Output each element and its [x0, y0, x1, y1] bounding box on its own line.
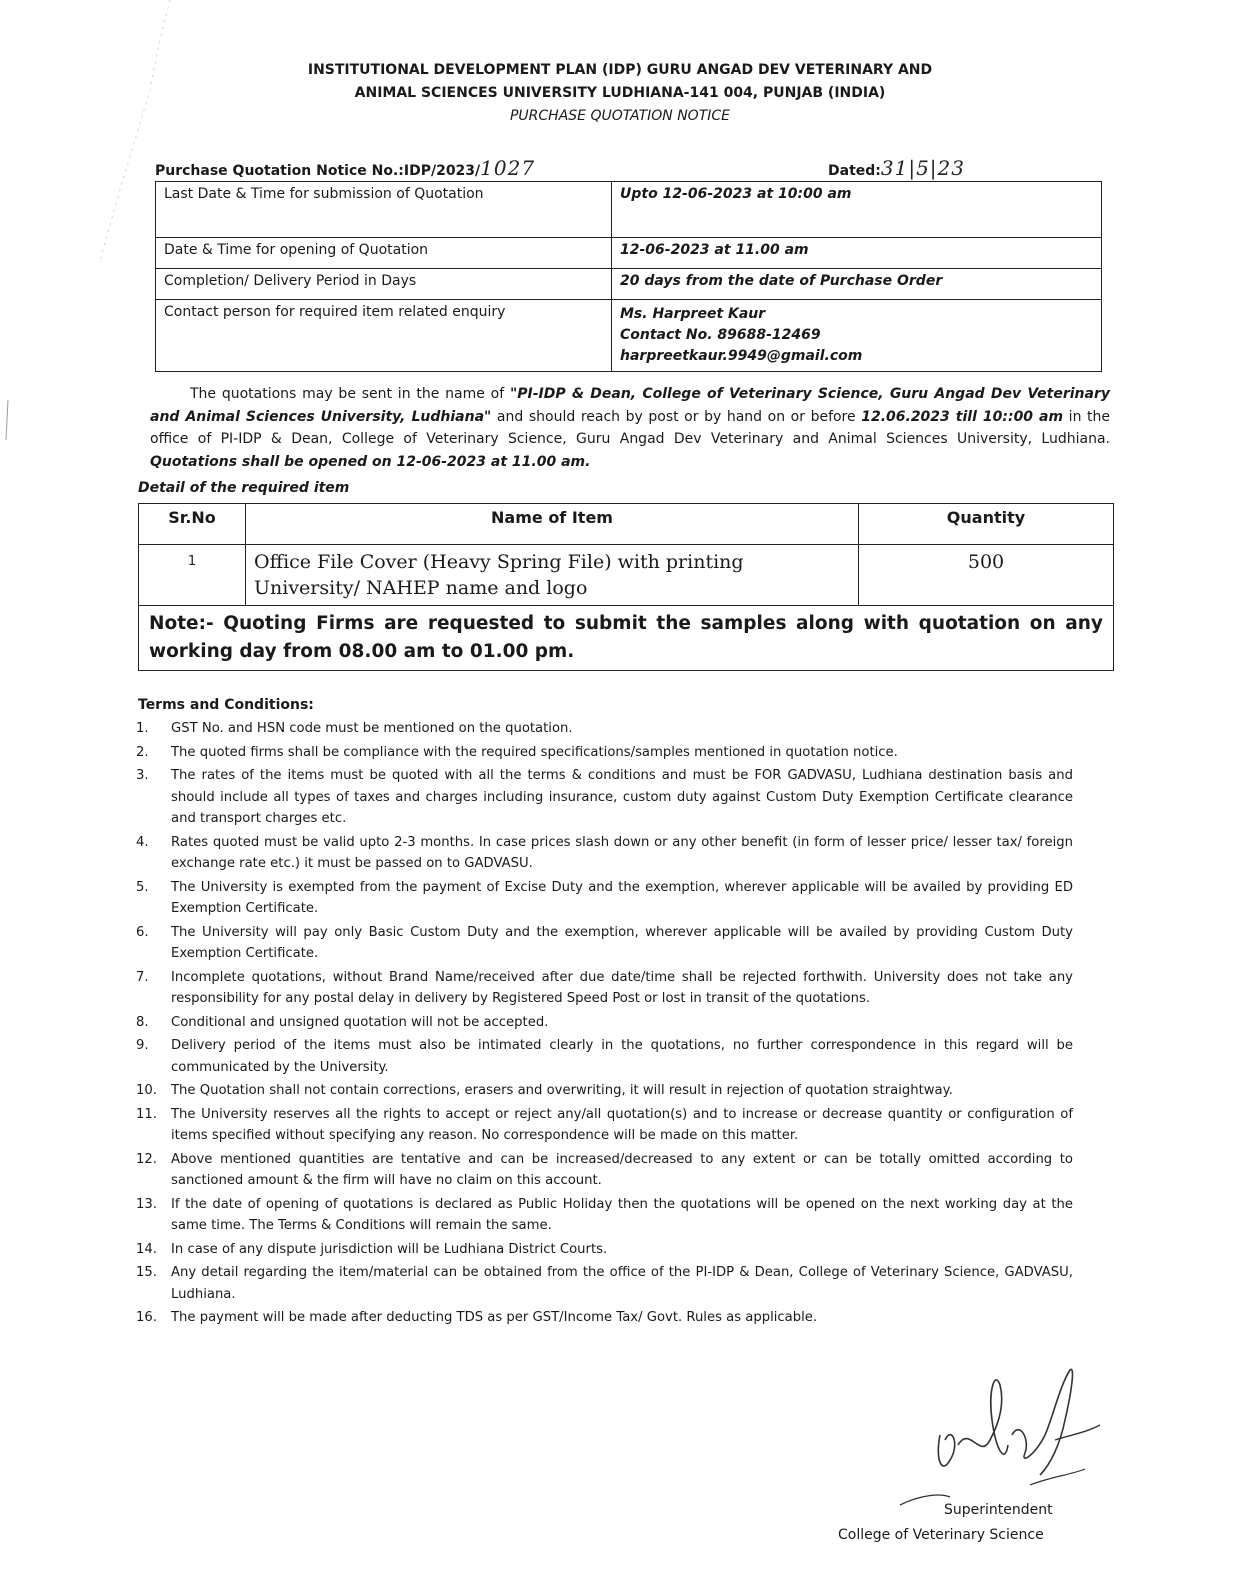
para-text: in the office of PI-IDP & Dean, College of Veterinary Science, Guru Angad Dev Veterinary and Animal Sciences University, Ludhiana. [150, 408, 1110, 447]
signatory-designation: Superintendent [944, 1502, 1053, 1518]
items-table [138, 503, 1114, 671]
header-item-name: Name of Item [246, 504, 859, 545]
terms-title: Terms and Conditions: [138, 697, 314, 713]
notice-number-label: Purchase Quotation Notice No.:IDP/2023/ [155, 163, 481, 179]
term-number: 12. [136, 1151, 157, 1167]
term-text: The Quotation shall not contain corrections, erasers and overwriting, it will result in rejection of quotation straightway. [171, 1083, 953, 1098]
list-item [133, 765, 1073, 830]
notice-date-handwritten: 31|5|23 [880, 156, 965, 180]
info-row [156, 300, 1102, 372]
notice-number [155, 156, 535, 180]
info-value: 12-06-2023 at 11.00 am [612, 238, 1102, 269]
list-item [133, 742, 1073, 764]
items-header-row [139, 504, 1114, 545]
term-text: Incomplete quotations, without Brand Name/received after due date/time shall be rejected forthwith. University does not take any responsibility for any postal delay in delivery by Registered Speed Post or lost in transit of the quotations. [171, 969, 1073, 1006]
term-number: 15. [136, 1265, 157, 1280]
para-deadline: 12.06.2023 till 10::00 am [861, 408, 1064, 425]
term-text: The rates of the items must be quoted with all the terms & conditions and must be FOR GADVASU, Ludhiana destination basis and should include all types of taxes and charges including insurance, custom duty against Custom Duty Exemption Certificate clearance and transport charges etc. [171, 768, 1073, 826]
detail-title: Detail of the required item [138, 480, 350, 496]
info-row [156, 182, 1102, 238]
notice-date-label: Dated: [828, 163, 881, 179]
table-row [139, 545, 1114, 606]
signatory-office: College of Veterinary Science [838, 1527, 1044, 1543]
list-item [133, 832, 1073, 875]
submission-paragraph [150, 383, 1110, 473]
header-sr-no: Sr.No [139, 504, 246, 545]
contact-phone: Contact No. 89688-12469 [620, 327, 821, 343]
info-row [156, 269, 1102, 300]
list-item [133, 1104, 1073, 1147]
handwritten-signature [880, 1365, 1120, 1515]
item-quantity: 500 [859, 545, 1114, 606]
para-text: The quotations may be sent in the name of [190, 386, 510, 402]
header-line-1: INSTITUTIONAL DEVELOPMENT PLAN (IDP) GURU ANGAD DEV VETERINARY AND [307, 62, 933, 78]
header-quantity: Quantity [859, 504, 1114, 545]
term-text: GST No. and HSN code must be mentioned on the quotation. [171, 721, 573, 736]
term-number: 13. [136, 1196, 157, 1212]
term-number: 14. [136, 1241, 157, 1257]
term-text: The University is exempted from the payment of Excise Duty and the exemption, wherever applicable will be availed by providing ED Exemption Certificate. [171, 879, 1073, 916]
term-text: If the date of opening of quotations is declared as Public Holiday then the quotations will be opened on the next working day at the same time. The Terms & Conditions will remain the same. [171, 1196, 1073, 1233]
list-item [133, 1012, 1073, 1034]
term-text: The University will pay only Basic Custom Duty and the exemption, wherever applicable will be availed by providing Custom Duty Exemption Certificate. [171, 924, 1073, 961]
term-number: 16. [136, 1310, 157, 1325]
header-notice-title: PURCHASE QUOTATION NOTICE [509, 108, 730, 124]
term-number: 4. [136, 834, 149, 850]
list-item [133, 877, 1073, 920]
list-item [133, 1239, 1073, 1261]
contact-email: harpreetkaur.9949@gmail.com [620, 348, 863, 364]
samples-note: Note:- Quoting Firms are requested to submit the samples along with quotation on any working day from 08.00 am to 01.00 pm. [139, 606, 1114, 671]
note-row [139, 606, 1114, 671]
term-number: 3. [136, 768, 149, 783]
list-item [133, 1035, 1073, 1078]
term-number: 9. [136, 1038, 149, 1053]
term-text: Above mentioned quantities are tentative and can be increased/decreased to any extent or can be totally omitted according to sanctioned amount & the firm will have no claim on this account. [171, 1151, 1073, 1188]
term-number: 11. [136, 1106, 157, 1122]
term-number: 6. [136, 924, 149, 940]
term-number: 5. [136, 879, 149, 895]
para-text: and should reach by post or by hand on or before [491, 408, 862, 425]
list-item [133, 1307, 1073, 1329]
term-text: Delivery period of the items must also be intimated clearly in the quotations, no further correspondence in this regard will be communicated by the University. [171, 1038, 1073, 1075]
term-number: 10. [136, 1083, 157, 1098]
para-opening: Quotations shall be opened on 12-06-2023 at 11.00 am. [150, 453, 591, 470]
info-value: Upto 12-06-2023 at 10:00 am [612, 182, 1102, 238]
list-item [133, 967, 1073, 1010]
list-item [133, 922, 1073, 965]
info-key: Contact person for required item related enquiry [156, 300, 612, 372]
list-item [133, 1194, 1073, 1237]
contact-details [612, 300, 1102, 372]
term-text: In case of any dispute jurisdiction will be Ludhiana District Courts. [171, 1241, 608, 1257]
term-text: Any detail regarding the item/material can be obtained from the office of the PI-IDP & Dean, College of Veterinary Science, GADVASU, Ludhiana. [171, 1265, 1073, 1302]
term-text: The payment will be made after deducting TDS as per GST/Income Tax/ Govt. Rules as applicable. [171, 1310, 818, 1325]
para-addressee: "PI-IDP & Dean, College of Veterinary Science, Guru Angad Dev Veterinary and Animal Sciences University, Ludhiana" [150, 386, 1110, 425]
term-number: 7. [136, 969, 149, 985]
list-item [133, 718, 1073, 740]
notice-number-handwritten: 1027 [480, 156, 536, 180]
info-key: Completion/ Delivery Period in Days [156, 269, 612, 300]
term-number: 8. [136, 1014, 149, 1030]
item-sr-no: 1 [139, 545, 246, 606]
term-text: The University reserves all the rights to accept or reject any/all quotation(s) and to increase or decrease quantity or configuration of items specified without specifying any reason. No correspondence will be made on this matter. [171, 1106, 1073, 1143]
term-number: 1. [136, 721, 149, 736]
info-value: 20 days from the date of Purchase Order [612, 269, 1102, 300]
notice-reference-line [155, 150, 1095, 180]
contact-name: Ms. Harpreet Kaur [620, 306, 766, 322]
notice-date [828, 156, 965, 180]
list-item [133, 1149, 1073, 1192]
list-item [133, 1080, 1073, 1102]
info-key: Date & Time for opening of Quotation [156, 238, 612, 269]
header-line-2: ANIMAL SCIENCES UNIVERSITY LUDHIANA-141 004, PUNJAB (INDIA) [354, 85, 886, 101]
quotation-info-table [155, 181, 1102, 372]
term-text: Conditional and unsigned quotation will not be accepted. [171, 1014, 549, 1030]
list-item [133, 1262, 1073, 1305]
info-row [156, 238, 1102, 269]
item-name: Office File Cover (Heavy Spring File) with printing University/ NAHEP name and logo [246, 545, 859, 606]
info-key: Last Date & Time for submission of Quotation [156, 182, 612, 238]
term-text: The quoted firms shall be compliance with the required specifications/samples mentioned in quotation notice. [171, 744, 898, 760]
terms-list [133, 718, 1073, 1331]
term-number: 2. [136, 744, 149, 760]
term-text: Rates quoted must be valid upto 2-3 months. In case prices slash down or any other benefit (in form of lesser price/ lesser tax/ foreign exchange rate etc.) it must be passed on to GADVASU. [171, 834, 1073, 871]
